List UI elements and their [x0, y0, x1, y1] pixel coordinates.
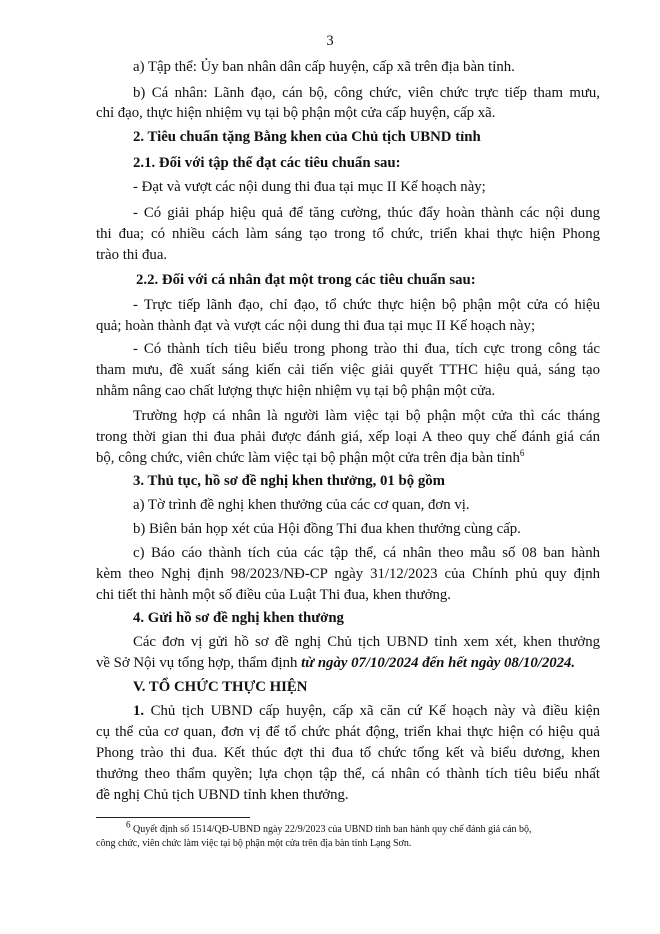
text-line — [96, 448, 600, 468]
text-line: c) Báo cáo thành tích của các tập thể, cá nhân theo mẫu số 08 ban hành — [133, 545, 600, 561]
text-line: trào thi đua. — [96, 247, 168, 263]
text-line: b) Biên bản họp xét của Hội đồng Thi đua khen thưởng cùng cấp. — [133, 521, 521, 537]
text-line: - Có thành tích tiêu biểu trong phong trào thi đua, tích cực trong công tác — [133, 341, 600, 357]
section-heading: 2. Tiêu chuẩn tặng Bằng khen của Chủ tịch UBND tỉnh — [133, 129, 481, 145]
text-line: b) Cá nhân: Lãnh đạo, cán bộ, công chức, viên chức trực tiếp tham mưu, — [133, 85, 600, 101]
text-line: quả; hoàn thành đạt và vượt các nội dung thi đua tại mục II Kế hoạch này; — [96, 318, 536, 334]
text-line: chi tiết thi hành một số điều của Luật Thi đua, khen thưởng. — [96, 587, 452, 603]
footnote-text: Quyết định số 1514/QĐ-UBND ngày 22/9/2023 của UBND tỉnh ban hành quy chế đánh giá cán bộ, — [133, 824, 532, 835]
text-line — [96, 701, 600, 721]
text-line: Trường hợp cá nhân là người làm việc tại bộ phận một cửa thì các tháng — [133, 408, 600, 424]
text-line: - Đạt và vượt các nội dung thi đua tại mục II Kế hoạch này; — [133, 179, 486, 195]
text-line: Các đơn vị gửi hồ sơ đề nghị Chủ tịch UBND tỉnh xem xét, khen thưởng — [133, 634, 600, 650]
deadline-text: từ ngày 07/10/2024 đến hết ngày 08/10/2024. — [301, 655, 576, 671]
subsection-heading: 2.1. Đối với tập thể đạt các tiêu chuẩn sau: — [133, 155, 401, 171]
text-line: nhằm nâng cao chất lượng thực hiện nhiệm vụ tại bộ phận một cửa. — [96, 383, 496, 399]
text-line: a) Tờ trình đề nghị khen thưởng của các cơ quan, đơn vị. — [133, 497, 470, 513]
footnote-line — [96, 819, 600, 837]
text-line: a) Tập thể: Ủy ban nhân dân cấp huyện, cấp xã trên địa bàn tỉnh. — [133, 59, 515, 75]
footnote-ref: 6 — [519, 448, 525, 459]
section-heading: 4. Gửi hồ sơ đề nghị khen thưởng — [133, 610, 344, 626]
text-span: bộ, công chức, viên chức làm việc tại bộ phận một cửa trên địa bàn tỉnh — [96, 450, 520, 466]
text-span: về Sở Nội vụ tổng hợp, thẩm định — [96, 655, 302, 671]
text-line — [96, 653, 600, 673]
section-heading: 3. Thủ tục, hồ sơ đề nghị khen thưởng, 01 bộ gồm — [133, 473, 445, 489]
text-span: Chủ tịch UBND cấp huyện, cấp xã căn cứ Kế hoạch này và điều kiện — [144, 703, 600, 719]
item-number: 1. — [133, 703, 145, 719]
text-line: đề nghị Chủ tịch UBND tỉnh khen thưởng. — [96, 787, 349, 803]
text-line: - Trực tiếp lãnh đạo, chỉ đạo, tổ chức thực hiện bộ phận một cửa có hiệu — [133, 297, 600, 313]
footnote-mark: 6 — [126, 819, 131, 830]
text-line: Phong trào thi đua. Kết thúc đợt thi đua tổ chức tổng kết và biểu dương, khen — [96, 745, 600, 761]
footnote-separator — [96, 817, 250, 818]
footnote-line: công chức, viên chức làm việc tại bộ phận một cửa trên địa bàn tỉnh Lạng Sơn. — [96, 838, 412, 849]
text-line: thưởng theo thẩm quyền; lựa chọn tập thể, cá nhân có thành tích tiêu biểu nhất — [96, 766, 600, 782]
text-line: - Có giải pháp hiệu quả để tăng cường, thúc đẩy hoàn thành các nội dung — [133, 205, 600, 221]
text-line: kèm theo Nghị định 98/2023/NĐ-CP ngày 31/12/2023 của Chính phủ quy định — [96, 566, 600, 582]
text-line: tham mưu, đề xuất sáng kiến cải tiến việc giải quyết TTHC hiệu quả, sáng tạo — [96, 362, 600, 378]
page-number: 3 — [326, 33, 334, 49]
text-line: thi đua; có nhiều cách làm sáng tạo trong tổ chức, triển khai thực hiện Phong — [96, 226, 600, 242]
subsection-heading: 2.2. Đối với cá nhân đạt một trong các tiêu chuẩn sau: — [136, 272, 476, 288]
text-line: trong thời gian thi đua phải được đánh giá, xếp loại A theo quy chế đánh giá cán — [96, 429, 600, 445]
text-line: chỉ đạo, thực hiện nhiệm vụ tại bộ phận một cửa cấp huyện, cấp xã. — [96, 105, 496, 121]
text-line: cụ thể của cơ quan, đơn vị để tổ chức phát động, triển khai thực hiện có hiệu quả — [96, 724, 600, 740]
chapter-heading: V. TỔ CHỨC THỰC HIỆN — [133, 679, 308, 695]
